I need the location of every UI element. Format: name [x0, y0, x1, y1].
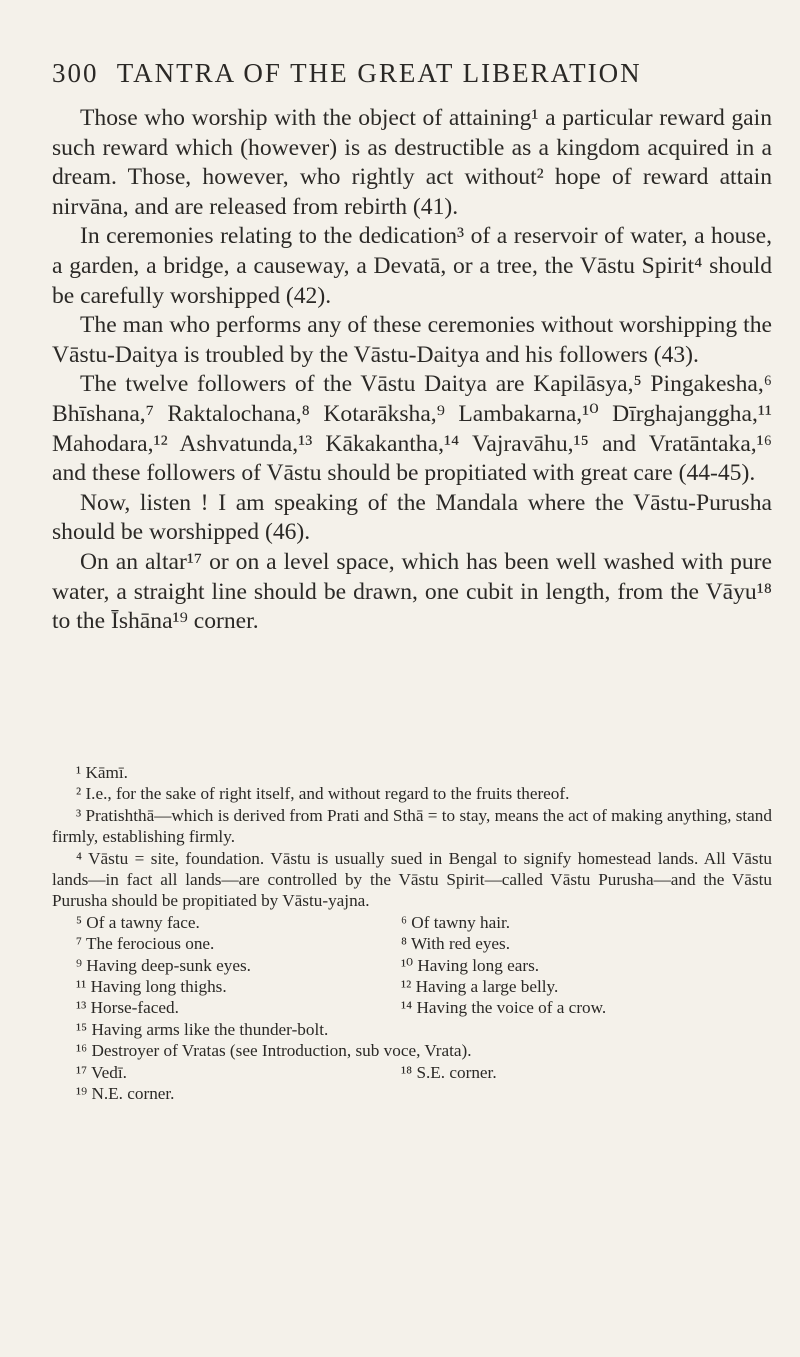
footnote-15: ¹⁵ Having arms like the thunder-bolt. — [76, 1019, 329, 1039]
footnote-row — [52, 1062, 772, 1083]
verse-47: On an altar¹⁷ or on a level space, which has been well washed with pure water, a straight line should be drawn, one cubit in length, from the Vāyu¹⁸ to the Īshāna¹⁹ corner. — [52, 548, 772, 635]
running-title: TANTRA OF THE GREAT LIBERATION — [116, 58, 642, 88]
footnote-19: ¹⁹ N.E. corner. — [76, 1084, 175, 1104]
footnote-6: ⁶ Of tawny hair. — [401, 912, 511, 932]
page-number: 300 — [52, 58, 99, 88]
footnote-16: ¹⁶ Destroyer of Vratas (see Introduction, sub voce, Vrata). — [76, 1041, 472, 1061]
verse-44-45: The twelve followers of the Vāstu Daitya are Kapilāsya,⁵ Pingakesha,⁶ Bhīshana,⁷ Raktalochana,⁸ Kotarāksha,⁹ Lambakarna,¹⁰ Dīrghajanggha,¹¹ Mahodara,¹² Ashvatunda,¹³ Kākakantha,¹⁴ Vajravāhu,¹⁵ and Vratāntaka,¹⁶ and these followers of Vāstu should be propitiated with great care (44-45). — [52, 371, 772, 487]
footnote-13: ¹³ Horse-faced. — [76, 998, 179, 1018]
verse-43: The man who performs any of these ceremonies without worshipping the Vāstu-Daitya is troubled by the Vāstu-Daitya and his followers (43). — [52, 312, 772, 368]
footnote-12: ¹² Having a large belly. — [401, 977, 559, 997]
running-header — [52, 58, 772, 89]
footnote-row — [52, 933, 772, 954]
footnote-row — [52, 955, 772, 976]
footnote-4: ⁴ Vāstu = site, foundation. Vāstu is usually sued in Bengal to signify homestead lands. All Vāstu lands—in fact all lands—are controlled by the Vāstu Spirit—called Vāstu Purusha—and the Vāstu Purusha should be propitiated by Vāstu-yajna. — [52, 848, 772, 911]
footnote-5: ⁵ Of a tawny face. — [76, 912, 200, 932]
footnote-18: ¹⁸ S.E. corner. — [401, 1062, 497, 1082]
footnote-row — [52, 912, 772, 933]
footnote-8: ⁸ With red eyes. — [401, 934, 511, 954]
footnote-14: ¹⁴ Having the voice of a crow. — [401, 998, 607, 1018]
verse-42: In ceremonies relating to the dedication³ of a reservoir of water, a house, a garden, a bridge, a causeway, a Devatā, or a tree, the Vāstu Spirit⁴ should be carefully worshipped (42). — [52, 223, 772, 309]
verse-46: Now, listen ! I am speaking of the Mandala where the Vāstu-Purusha should be worshipped (46). — [52, 489, 772, 546]
main-text — [52, 104, 772, 637]
footnote-3: ³ Pratishthā—which is derived from Prati and Sthā = to stay, means the act of making anything, stand firmly, establishing firmly. — [52, 805, 772, 847]
footnote-2: ² I.e., for the sake of right itself, and without regard to the fruits thereof. — [76, 784, 570, 804]
verse-41: Those who worship with the object of attaining¹ a particular reward gain such reward which (however) is as destructible as a kingdom acquired in a dream. Those, however, who rightly act without² hope of reward attain nirvāna, and are released from rebirth (41). — [52, 105, 772, 220]
footnotes — [52, 762, 772, 1105]
footnote-11: ¹¹ Having long thighs. — [76, 977, 227, 997]
footnote-row — [52, 997, 772, 1018]
footnote-10: ¹⁰ Having long ears. — [401, 955, 540, 975]
footnote-1: ¹ Kāmī. — [76, 763, 128, 782]
footnote-17: ¹⁷ Vedī. — [76, 1062, 127, 1082]
footnote-9: ⁹ Having deep-sunk eyes. — [76, 955, 251, 975]
footnote-row — [52, 976, 772, 997]
footnote-7: ⁷ The ferocious one. — [76, 934, 215, 954]
